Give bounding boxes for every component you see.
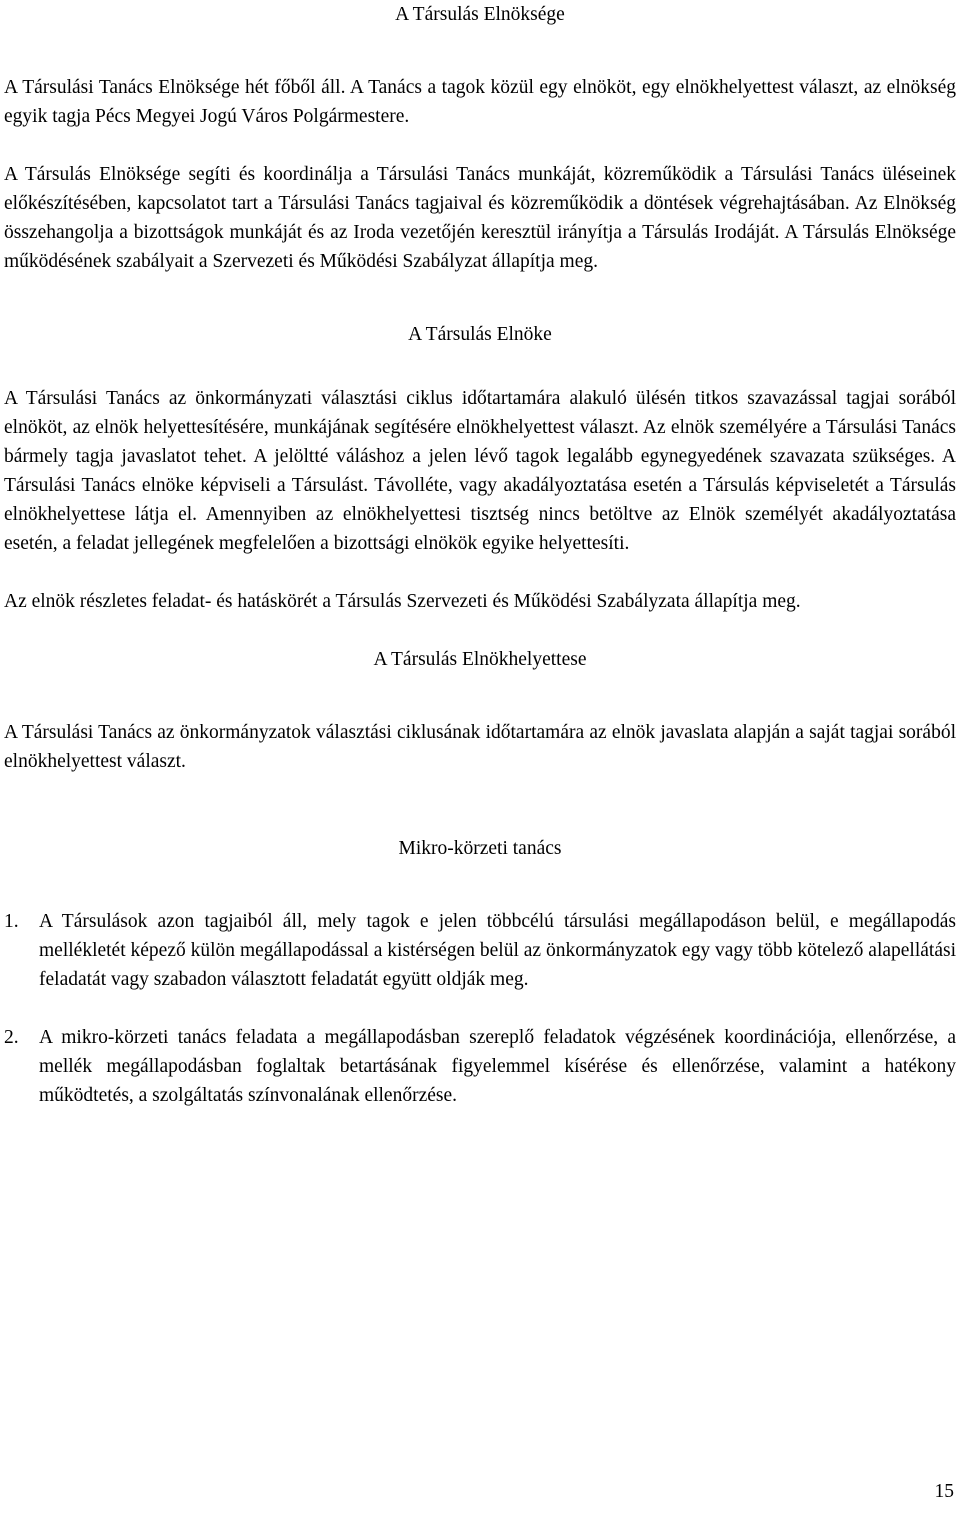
section-heading-elnok: A Társulás Elnöke — [408, 324, 552, 345]
document-page — [4, 0, 956, 1110]
paragraph-elnokseg-duties: A Társulás Elnöksége segíti és koordinálja a Társulási Tanács munkáját, közreműködik a Társulási Tanács üléseinek előkészítésében, kapcsolatot tart a Társulási Tanács tagjaival és közreműködik a döntések végrehajtásában. Az Elnökség összehangolja a bizottságok munkáját és az Iroda vezetőjén keresztül irányítja a Társulás Irodáját. A Társulás Elnöksége működésének szabályait a Szervezeti és Működési Szabályzat állapítja meg. — [4, 164, 956, 272]
paragraph-elnok-election: A Társulási Tanács az önkormányzati választási ciklus időtartamára alakuló ülésén titkos szavazással tagjai sorából elnököt, az elnök helyettesítésére, munkájának segítésére elnökhelyettest választ. Az elnök személyére a Társulási Tanács bármely tagja javaslatot tehet. A jelöltté váláshoz a jelen lévő tagok legalább egynegyedének szavazata szükséges. A Társulási Tanács elnöke képviseli a Társulást. Távolléte, vagy akadályoztatása esetén a Társulás képviseletét a Társulás elnökhelyettese látja el. Amennyiben az elnökhelyettesi tisztség nincs betöltve az Elnök személyét akadályoztatása esetén, a feladat jellegének megfelelően a bizottsági elnökök egyike helyettesíti. — [4, 388, 956, 554]
section-heading-elnokseg: A Társulás Elnöksége — [395, 4, 565, 25]
section-heading-elnokhelyettes: A Társulás Elnökhelyettese — [373, 649, 587, 670]
list-item-number: 2. — [4, 1027, 19, 1048]
list-item — [4, 1023, 956, 1110]
list-item-text: A mikro-körzeti tanács feladata a megállapodásban szereplő feladatok végzésének koordinációja, ellenőrzése, a mellék megállapodásban foglaltak betartásának figyelemmel kísérése és ellenőrzése, valamint a hatékony működtetés, a szolgáltatás színvonalának ellenőrzése. — [39, 1027, 956, 1106]
page-number: 15 — [934, 1481, 954, 1502]
paragraph-elnok-rules: Az elnök részletes feladat- és hatáskörét a Társulás Szervezeti és Működési Szabályzata állapítja meg. — [4, 591, 801, 612]
paragraph-elnokseg-composition: A Társulási Tanács Elnöksége hét főből áll. A Tanács a tagok közül egy elnököt, egy elnökhelyettest választ, az elnökség egyik tagja Pécs Megyei Jogú Város Polgármestere. — [4, 77, 956, 127]
list-item — [4, 907, 956, 994]
list-item-number: 1. — [4, 911, 19, 932]
list-item-text: A Társulások azon tagjaiból áll, mely tagok e jelen többcélú társulási megállapodáson belül, e megállapodás mellékletét képező külön megállapodással a kistérségen belül az önkormányzatok egy vagy több kötelező alapellátási feladatát vagy szabadon választott feladatát együtt oldják meg. — [39, 911, 956, 990]
paragraph-elnokhelyettes: A Társulási Tanács az önkormányzatok választási ciklusának időtartamára az elnök javaslata alapján a saját tagjai sorából elnökhelyettest választ. — [4, 722, 956, 772]
section-heading-mikro-korzeti: Mikro-körzeti tanács — [398, 838, 562, 859]
